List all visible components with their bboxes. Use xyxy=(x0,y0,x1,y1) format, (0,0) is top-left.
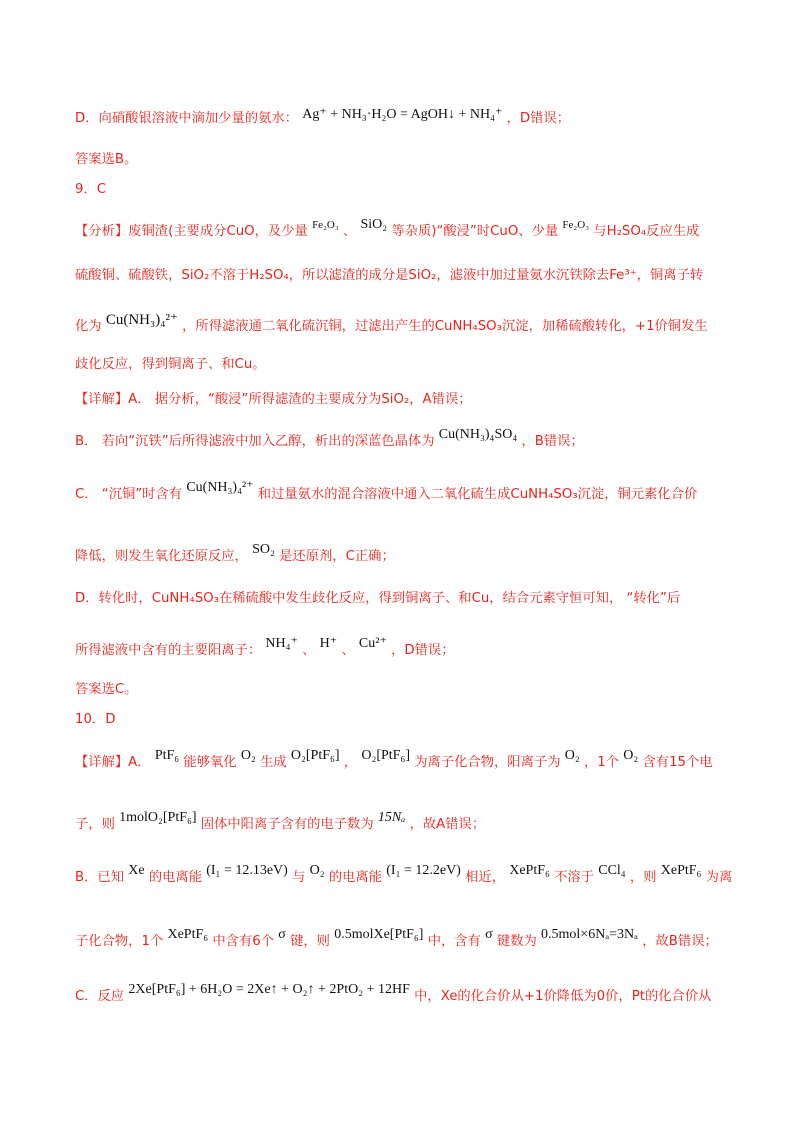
text: 所得滤液中含有的主要阳离子： xyxy=(75,643,262,658)
q8-option-d xyxy=(75,107,571,128)
sep: 、 xyxy=(341,643,355,658)
text: ，则 xyxy=(629,870,657,885)
text: 降低，则发生氧化还原反应， xyxy=(75,549,248,564)
ionization-o2: (I₁ = 12.2eV) xyxy=(386,863,461,878)
answer-c: 答案选C。 xyxy=(75,682,138,697)
q10-a-line2 xyxy=(75,810,486,834)
sep: 、 xyxy=(302,643,316,658)
q9-detail-c1 xyxy=(75,480,698,504)
q9-detail-d2 xyxy=(75,636,455,660)
xe-mol-formula: 0.5molXe[PtF₆] xyxy=(334,927,424,942)
text: C．反应 xyxy=(75,989,125,1004)
sigma-symbol-2: σ xyxy=(485,927,493,942)
ion-h: H⁺ xyxy=(319,636,338,651)
q9-analysis-line1 xyxy=(75,217,700,241)
ionization-xe: (I₁ = 12.13eV) xyxy=(206,863,288,878)
xeptf6-formula: XePtF₆ xyxy=(509,863,550,878)
o2ptf6-formula: O₂[PtF₆] xyxy=(290,748,340,763)
text: 含有15个电 xyxy=(642,755,713,770)
reaction-equation: 2Xe[PtF₆] + 6H₂O = 2Xe↑ + O₂↑ + 2PtO₂ + 12HF xyxy=(128,982,410,997)
text: ，所得滤液通二氧化硫沉铜，过滤出产生的CuNH₄SO₃沉淀，加稀硫酸转化，+1价铜发生 xyxy=(182,319,708,334)
text: B． 若向“沉铁”后所得滤液中加入乙醇，析出的深蓝色晶体为 xyxy=(75,434,435,449)
answer-b: 答案选B。 xyxy=(75,152,138,167)
text: 化为 xyxy=(75,319,102,334)
text: ，B错误； xyxy=(521,434,584,449)
q9-analysis-line3 xyxy=(75,312,708,336)
text: 为离子化合物，阳离子为 xyxy=(414,755,561,770)
o2-cation: O₂ xyxy=(564,748,580,763)
o2-cation-2: O₂ xyxy=(623,748,639,763)
ccl4-formula: CCl₄ xyxy=(598,863,626,878)
fe2o3-formula: Fe₂O₃ xyxy=(312,219,339,231)
text: ，故B错误； xyxy=(642,934,718,949)
text: ， xyxy=(343,755,358,770)
text: 键，则 xyxy=(290,934,330,949)
q10-a-line1 xyxy=(75,748,713,772)
text: 和过量氨水的混合溶液中通入二氧化硫生成CuNH₄SO₃沉淀，铜元素化合价 xyxy=(257,487,698,502)
electron-count: 15Nₐ xyxy=(377,810,406,825)
ptf6-formula: PtF₆ xyxy=(154,748,180,763)
o2ptf6-formula-2: O₂[PtF₆] xyxy=(361,748,410,763)
text: 能够氧化 xyxy=(183,755,237,770)
q9-detail-a: 【详解】A． 据分析，“酸浸”所得滤渣的主要成分为SiO₂，A错误； xyxy=(75,392,472,407)
cu-complex-2: Cu(NH₃)₄²⁺ xyxy=(186,480,254,495)
text: 的电离能 xyxy=(328,870,383,885)
fe2o3-formula-2: Fe₂O₃ xyxy=(562,219,590,231)
text: ，D错误； xyxy=(391,643,455,658)
text: 与 xyxy=(292,870,306,885)
text: C． “沉铜”时含有 xyxy=(75,487,183,502)
q9-number: 9．C xyxy=(75,182,107,197)
text: 相近， xyxy=(465,870,505,885)
q10-number: 10．D xyxy=(75,712,116,727)
text: 等杂质)“酸浸”时CuO、少量 xyxy=(391,224,559,239)
q8-d-equation: Ag⁺ + NH₃·H₂O = AgOH↓ + NH₄⁺ xyxy=(302,107,503,122)
text: 【分析】废铜渣(主要成分CuO，及少量 xyxy=(75,224,308,239)
o2-symbol: O₂ xyxy=(309,863,325,878)
ion-cu: Cu²⁺ xyxy=(358,636,387,651)
sep: 、 xyxy=(342,224,357,239)
crystal-formula: Cu(NH₃)₄SO₄ xyxy=(438,427,518,442)
text: 中含有6个 xyxy=(212,934,275,949)
xe-symbol: Xe xyxy=(128,863,145,878)
q9-analysis-line2: 硫酸铜、硫酸铁，SiO₂不溶于H₂SO₄，所以滤渣的成分是SiO₂，滤液中加过量氨水沉铁除去Fe³⁺，铜离子转 xyxy=(75,268,704,283)
text: ，1个 xyxy=(583,755,620,770)
text: 键数为 xyxy=(496,934,537,949)
q10-c-line1 xyxy=(75,982,712,1006)
sigma-symbol: σ xyxy=(278,927,286,942)
text: 为离 xyxy=(705,870,733,885)
q9-analysis-line4: 歧化反应，得到铜离子、和Cu。 xyxy=(75,357,266,372)
text: 【详解】A． xyxy=(75,755,151,770)
q8-d-label: D．向硝酸银溶液中滴加少量的氨水： xyxy=(75,111,298,126)
text: 子化合物，1个 xyxy=(75,934,164,949)
xeptf6-formula-2: XePtF₆ xyxy=(660,863,702,878)
so2-formula: SO₂ xyxy=(252,542,275,557)
ion-nh4: NH₄⁺ xyxy=(265,636,298,651)
text: 子，则 xyxy=(75,817,115,832)
cu-complex: Cu(NH₃)₄²⁺ xyxy=(105,312,178,328)
q10-b-line1 xyxy=(75,863,733,887)
sio2-formula: SiO₂ xyxy=(360,217,388,232)
text: 不溶于 xyxy=(554,870,594,885)
q9-detail-c2 xyxy=(75,542,395,566)
mol-formula: 1molO₂[PtF₆] xyxy=(119,810,197,825)
q8-d-tail: ，D错误； xyxy=(506,111,571,126)
sigma-calc: 0.5mol×6Nₐ=3Nₐ xyxy=(541,927,638,942)
text: ，故A错误； xyxy=(409,817,486,832)
text: 的电离能 xyxy=(148,870,202,885)
q10-b-line2 xyxy=(75,927,718,951)
q9-detail-d1: D．转化时，CuNH₄SO₃在稀硫酸中发生歧化反应，得到铜离子、和Cu，结合元素守恒可知， “转化”后 xyxy=(75,591,681,606)
q9-detail-b xyxy=(75,427,584,451)
xeptf6-formula-3: XePtF₆ xyxy=(167,927,209,942)
text: 中，含有 xyxy=(427,934,481,949)
text: 是还原剂，C正确； xyxy=(279,549,395,564)
text: B．已知 xyxy=(75,870,125,885)
text: 生成 xyxy=(260,755,287,770)
text: 固体中阳离子含有的电子数为 xyxy=(200,817,374,832)
text: 与H₂SO₄反应生成 xyxy=(593,224,700,239)
text: 中，Xe的化合价从+1价降低为0价，Pt的化合价从 xyxy=(414,989,712,1004)
o2-formula: O₂ xyxy=(240,748,256,763)
